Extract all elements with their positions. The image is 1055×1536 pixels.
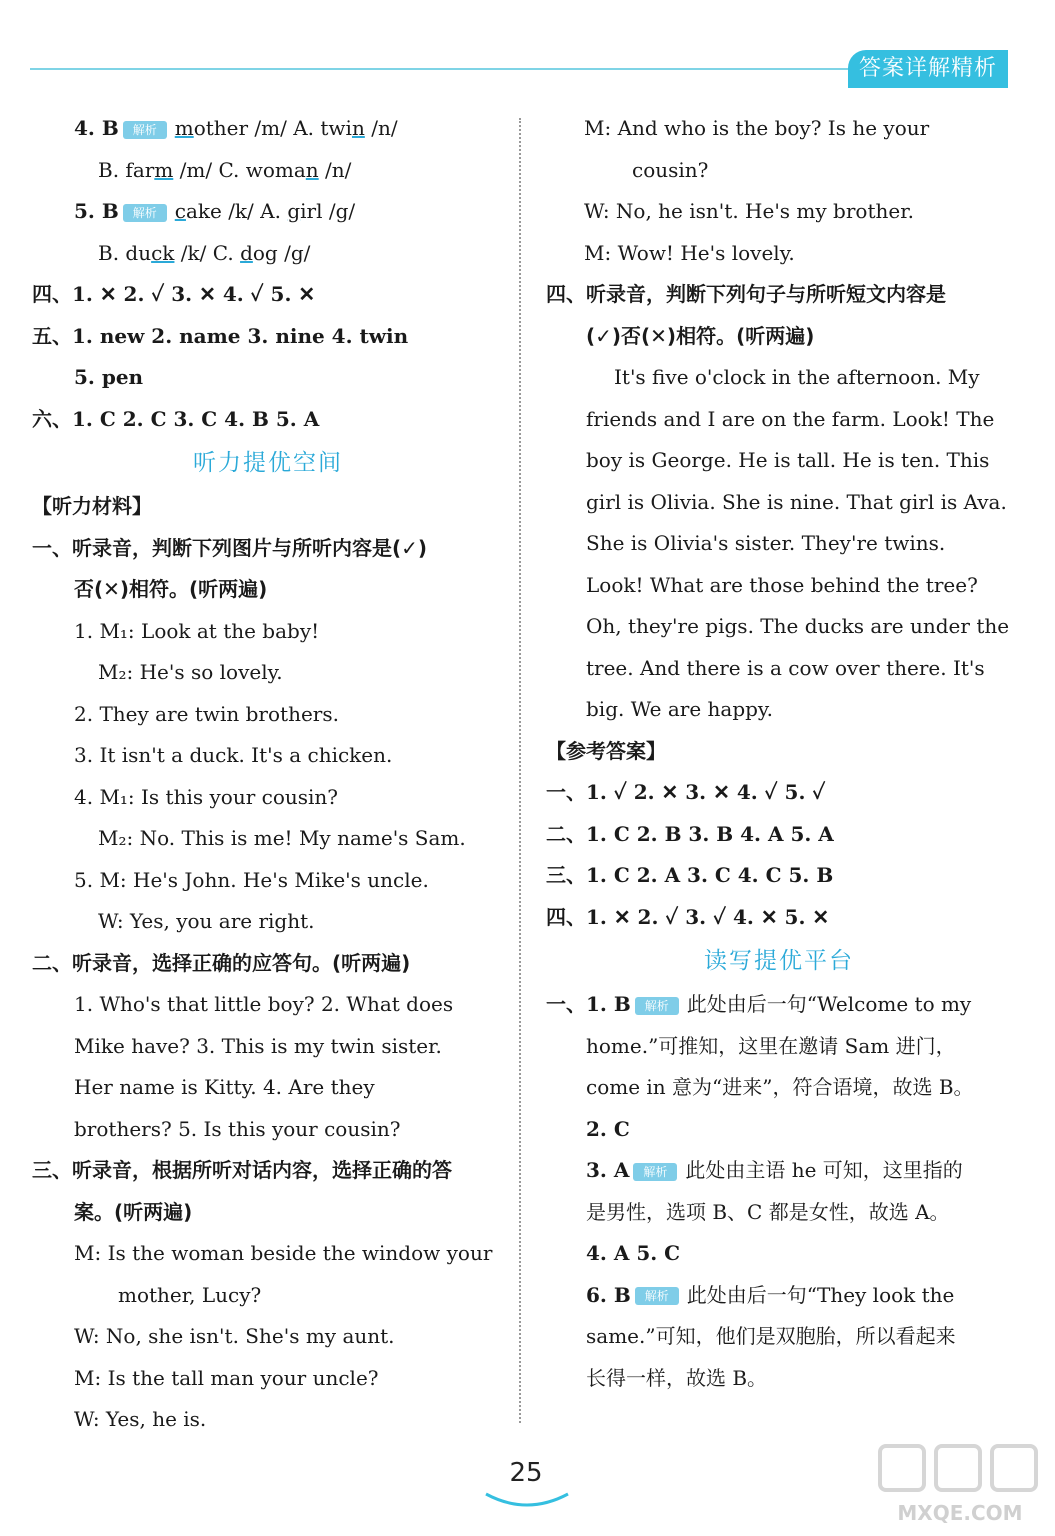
answer-row-1: 一、1. ✓ 2. ✕ 3. ✕ 4. ✓ 5. ✓ [546,780,826,804]
script-line: 2. They are twin brothers. [74,701,339,726]
page-number-swoosh [482,1490,572,1512]
answer-5: 5. B 解析 cake /k/ A. girl /g/ [74,199,356,223]
answer-4-line2: B. farm /m/ C. woman /n/ [98,157,352,182]
script-line: M: And who is the boy? Is he your [584,116,930,140]
section-title-reading-writing: 读写提优平台 [704,948,854,974]
watermark-logo [872,1440,1048,1528]
script-line: Mike have? 3. This is my twin sister. [74,1033,442,1058]
script-line: 1. M₁: Look at the baby! [74,618,320,643]
part3-instruction: 三、听录音，根据所听对话内容，选择正确的答 [32,1158,452,1182]
passage-line: Oh, they're pigs. The ducks are under the [586,614,1010,638]
reference-answer-heading: 【参考答案】 [546,738,666,763]
passage-line: tree. And there is a cow over there. It's [586,655,985,680]
section-6-answers: 六、1. C 2. C 3. C 4. B 5. A [32,406,320,431]
script-line: W: Yes, he is. [74,1407,207,1431]
rw-answer-4-5: 4. A 5. C [586,1241,681,1265]
right-column [546,108,1012,1399]
analysis-tag: 解析 [635,997,679,1015]
section-4-answers: 四、1. ✕ 2. ✓ 3. ✕ 4. ✓ 5. ✕ [32,282,316,306]
passage-line: She is Olivia's sister. They're twins. [586,531,946,555]
rw-answer-3: 3. A 解析 此处由主语 he 可知，这里指的 [586,1158,963,1182]
part4-instruction-cont: (✓)否(✕)相符。(听两遍) [586,323,815,348]
explanation-line: come in 意为“进来”，符合语境，故选 B。 [586,1075,974,1099]
script-line: M: Is the woman beside the window your [74,1241,493,1265]
section-title-listening: 听力提优空间 [193,450,343,476]
passage-line: boy is George. He is tall. He is ten. This [586,448,990,472]
script-line: M: Wow! He's lovely. [584,240,795,265]
part4-instruction: 四、听录音，判断下列句子与所听短文内容是 [546,282,946,306]
section-5-answers: 五、1. new 2. name 3. nine 4. twin [32,323,409,348]
header-rule [30,68,850,70]
passage-line: big. We are happy. [586,697,773,721]
script-line: mother, Lucy? [118,1282,262,1307]
script-line: 1. Who's that little boy? 2. What does [74,992,454,1016]
explanation-line: 长得一样，故选 B。 [586,1365,768,1390]
part3-instruction-cont: 案。(听两遍) [74,1199,193,1224]
script-line: brothers? 5. Is this your cousin? [74,1116,401,1141]
script-line: Her name is Kitty. 4. Are they [74,1075,375,1099]
answer-5-line2: B. duck /k/ C. dog /g/ [98,240,311,265]
script-line: W: No, he isn't. He's my brother. [584,199,914,223]
rw-answer-6: 6. B 解析 此处由后一句“They look the [586,1282,955,1307]
answer-row-3: 三、1. C 2. A 3. C 4. C 5. B [546,863,834,887]
answer-row-4: 四、1. ✕ 2. ✓ 3. ✓ 4. ✕ 5. ✕ [546,904,830,929]
script-line: M₂: He's so lovely. [98,660,283,684]
passage-line: girl is Olivia. She is nine. That girl is Ava. [586,489,1007,514]
header-badge: 答案详解精析 [848,50,1008,88]
analysis-tag: 解析 [635,1287,679,1305]
analysis-tag: 解析 [633,1163,677,1181]
script-line: M₂: No. This is me! My name's Sam. [98,826,466,850]
explanation-line: 是男性，选项 B、C 都是女性，故选 A。 [586,1199,950,1224]
column-divider [519,118,521,1423]
script-line: 4. M₁: Is this your cousin? [74,784,339,809]
passage-line: friends and I are on the farm. Look! The [586,406,995,431]
script-line: cousin? [632,157,709,182]
answer-row-2: 二、1. C 2. B 3. B 4. A 5. A [546,821,834,846]
page-number: 25 [509,1458,543,1488]
analysis-tag: 解析 [123,121,167,139]
part1-instruction: 一、听录音，判断下列图片与所听内容是(✓) [32,535,428,560]
explanation-line: same.”可知，他们是双胞胎，所以看起来 [586,1324,956,1348]
explanation-line: home.”可推知，这里在邀请 Sam 进门， [586,1033,956,1058]
script-line: 5. M: He's John. He's Mike's uncle. [74,867,429,892]
script-line: W: Yes, you are right. [98,909,315,933]
script-line: W: No, she isn't. She's my aunt. [74,1324,395,1348]
script-line: 3. It isn't a duck. It's a chicken. [74,743,393,767]
part1-instruction-cont: 否(✕)相符。(听两遍) [74,577,268,601]
rw-answer-1: 一、1. B 解析 此处由后一句“Welcome to my [546,992,972,1016]
section-5-answers-cont: 5. pen [74,365,144,389]
analysis-tag: 解析 [123,204,167,222]
script-line: M: Is the tall man your uncle? [74,1365,379,1390]
passage-line: It's five o'clock in the afternoon. My [614,365,980,389]
svg-text:MXQE.COM: MXQE.COM [897,1501,1023,1525]
passage-line: Look! What are those behind the tree? [586,572,978,597]
part2-instruction: 二、听录音，选择正确的应答句。(听两遍) [32,950,411,975]
rw-answer-2: 2. C [586,1116,630,1141]
answer-4: 4. B 解析 mother /m/ A. twin /n/ [74,116,398,140]
listening-material-heading: 【听力材料】 [32,494,152,518]
left-column [32,108,504,1441]
